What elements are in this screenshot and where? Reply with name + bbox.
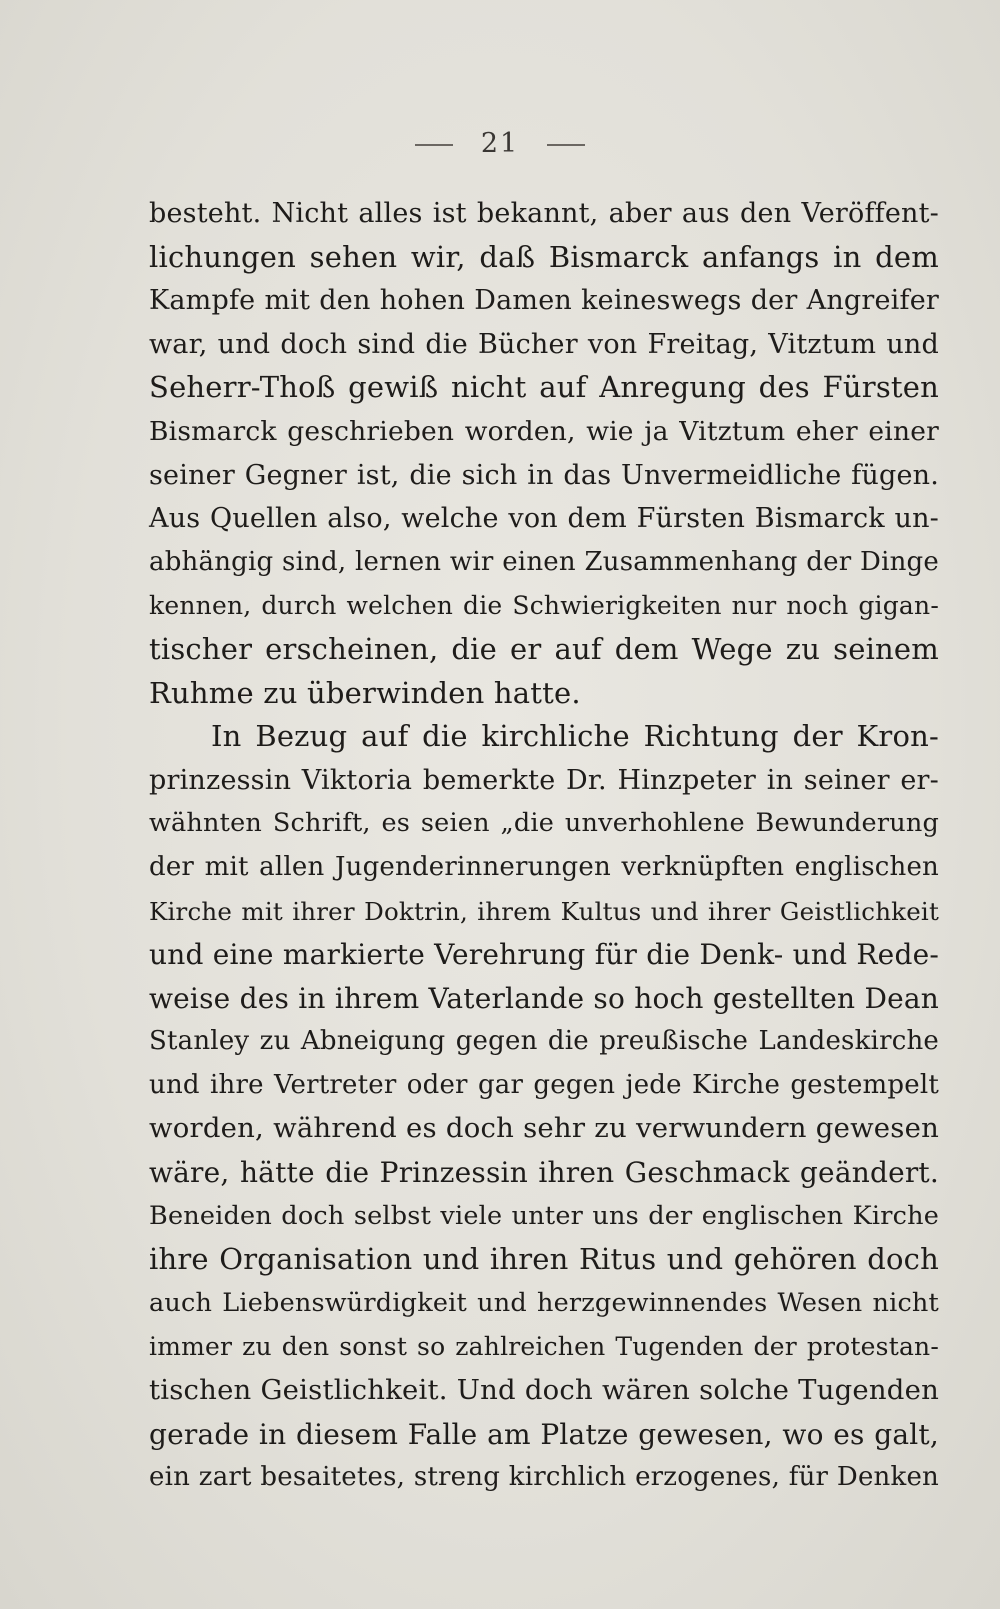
text-line: Seherr-Thoß gewiß nicht auf Anregung des Fürsten (149, 370, 939, 405)
header-dash-left (415, 144, 453, 146)
body-text (149, 192, 939, 1500)
text-line: worden, während es doch sehr zu verwundern gewesen (149, 1112, 939, 1145)
text-line: weise des in ihrem Vaterlande so hoch gestellten Dean (149, 981, 939, 1015)
text-line: ein zart besaitetes, streng kirchlich erzogenes, für Denken (149, 1462, 939, 1493)
text-line: ihre Organisation und ihren Ritus und gehören doch (149, 1242, 939, 1277)
text-line: wäre, hätte die Prinzessin ihren Geschmack geändert. (149, 1156, 939, 1190)
text-line: Kirche mit ihrer Doktrin, ihrem Kultus und ihrer Geistlichkeit (149, 896, 939, 926)
text-line: Bismarck geschrieben worden, wie ja Vitztum eher einer (149, 415, 939, 447)
text-line: Stanley zu Abneigung gegen die preußische Landeskirche (149, 1026, 939, 1057)
header-dash-right (547, 144, 585, 146)
text-line: Kampfe mit den hohen Damen keineswegs der Angreifer (149, 285, 939, 317)
text-line: und eine markierte Verehrung für die Denk- und Rede- (149, 938, 939, 972)
text-line: tischer erscheinen, die er auf dem Wege zu seinem (149, 631, 939, 666)
page-number: 21 (480, 128, 520, 159)
paragraph-end-line: Ruhme zu überwinden hatte. (149, 675, 581, 710)
text-line: besteht. Nicht alles ist bekannt, aber aus den Veröffent- (149, 198, 939, 229)
text-line: seiner Gegner ist, die sich in das Unvermeidliche fügen. (149, 459, 939, 491)
text-line: abhängig sind, lernen wir einen Zusammenhang der Dinge (149, 546, 939, 577)
text-line: Aus Quellen also, welche von dem Fürsten Bismarck un- (149, 503, 939, 535)
text-line: Beneiden doch selbst viele unter uns der englischen Kirche (149, 1200, 939, 1231)
text-line: war, und doch sind die Bücher von Freitag, Vitztum und (149, 328, 939, 360)
text-line: gerade in diesem Falle am Platze gewesen, wo es galt, (149, 1417, 939, 1451)
text-line: wähnten Schrift, es seien „die unverhohlene Bewunderung (149, 808, 939, 839)
text-line: lichungen sehen wir, daß Bismarck anfangs in dem (149, 239, 939, 274)
text-line: kennen, durch welchen die Schwierigkeiten nur noch gigan- (149, 591, 939, 621)
text-line: tischen Geistlichkeit. Und doch wären solche Tugenden (149, 1374, 939, 1407)
paragraph-start-line: In Bezug auf die kirchliche Richtung der Kron- (211, 719, 939, 754)
page-header (0, 128, 1000, 159)
text-line: immer zu den sonst so zahlreichen Tugenden der protestan- (149, 1332, 939, 1362)
text-line: und ihre Vertreter oder gar gegen jede Kirche gestempelt (149, 1069, 939, 1100)
text-line: auch Liebenswürdigkeit und herzgewinnendes Wesen nicht (149, 1287, 939, 1318)
text-line: prinzessin Viktoria bemerkte Dr. Hinzpeter in seiner er- (149, 764, 939, 796)
text-line: der mit allen Jugenderinnerungen verknüpften englischen (149, 851, 939, 882)
